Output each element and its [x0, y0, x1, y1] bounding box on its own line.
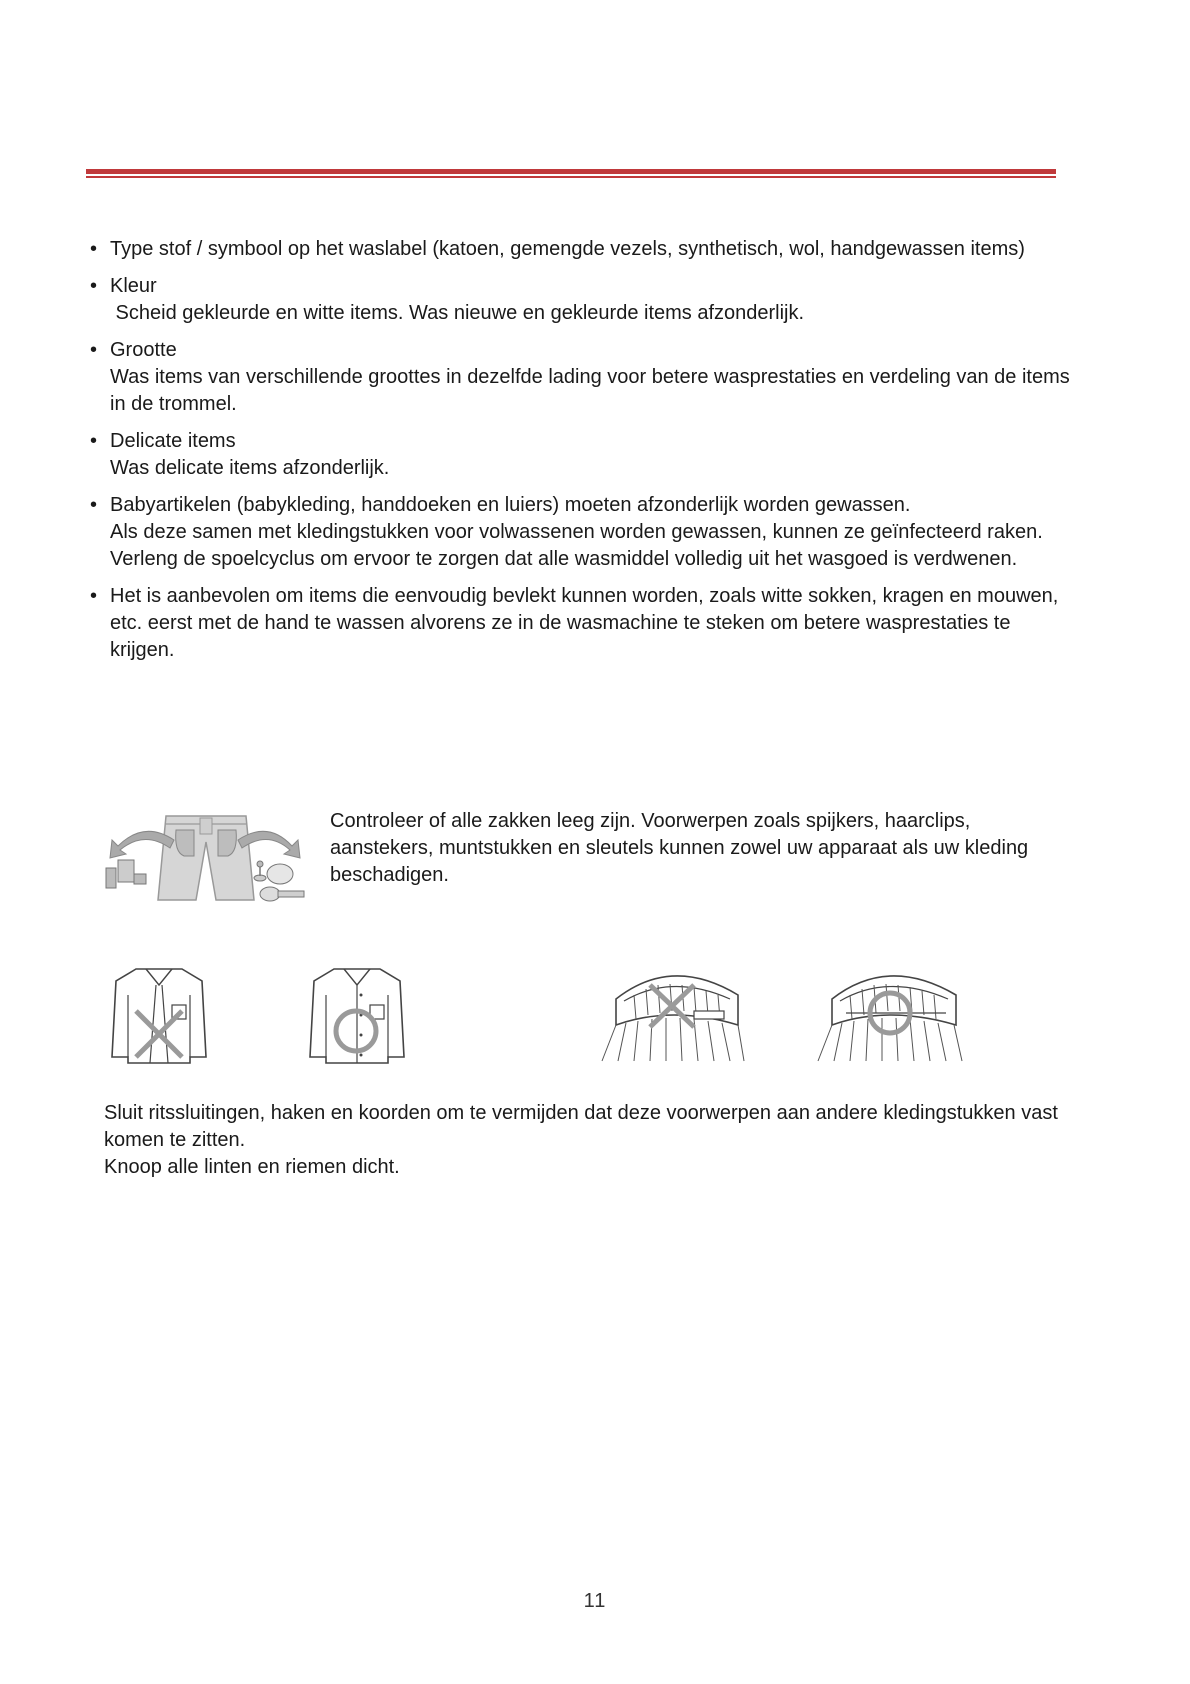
header-rule-thin: [86, 176, 1056, 178]
bullet-icon: •: [90, 339, 98, 361]
fasteners-instruction: [104, 1100, 1064, 1181]
list-item: • Kleur Scheid gekleurde en witte items. Was nieuwe en gekleurde items afzonderlijk.: [90, 275, 805, 324]
shirt-unbuttoned-incorrect-figure: [106, 965, 212, 1065]
ties-belts-instruction-line: Knoop alle linten en riemen dicht.: [104, 1156, 400, 1178]
list-item: • Type stof / symbool op het waslabel (katoen, gemengde vezels, synthetisch, wol, handgewassen items): [88, 236, 1078, 263]
bullet-icon: •: [90, 238, 98, 260]
bullet-icon: •: [90, 275, 98, 297]
pockets-instruction: Controleer of alle zakken leeg zijn. Voorwerpen zoals spijkers, haarclips, aanstekers, muntstukken en sleutels kunnen zowel uw apparaat als uw kleding beschadigen.: [330, 810, 1029, 886]
list-item: • Delicate items Was delicate items afzonderlijk.: [90, 430, 390, 479]
header-rule-thick: [86, 169, 1056, 174]
list-item: • Babyartikelen (babykleding, handdoeken en luiers) moeten afzonderlijk worden gewassen. Als deze samen met kledingstukken voor volwassenen worden gewassen, kunnen ze geïnfecteerd raken. Verleng de spoelcyclus om ervoor te zorgen dat alle wasmiddel volledig uit het wasgoed is verdwenen.: [90, 494, 1043, 570]
bullet-icon: •: [90, 585, 98, 607]
page-number: 11: [583, 1590, 607, 1612]
shirt-buttoned-correct-figure: [304, 965, 410, 1065]
bullet-icon: •: [90, 430, 98, 452]
waistband-open-incorrect-figure: [594, 965, 750, 1065]
list-item: • Het is aanbevolen om items die eenvoudig bevlekt kunnen worden, zoals witte sokken, kragen en mouwen, etc. eerst met de hand te wassen alvorens ze in de wasmachine te steken om betere wasprestaties te krijgen.: [90, 585, 1059, 661]
list-item: • Grootte Was items van verschillende groottes in dezelfde lading voor betere wasprestaties en verdeling van de items in de trommel.: [90, 339, 1070, 415]
sorting-guidelines-list: [88, 236, 1078, 674]
empty-pockets-illustration: [104, 812, 306, 904]
fasteners-instruction-line: Sluit ritssluitingen, haken en koorden om te vermijden dat deze voorwerpen aan andere kledingstukken vast komen te zitten.: [104, 1102, 1058, 1151]
bullet-icon: •: [90, 494, 98, 516]
waistband-closed-correct-figure: [806, 965, 968, 1065]
